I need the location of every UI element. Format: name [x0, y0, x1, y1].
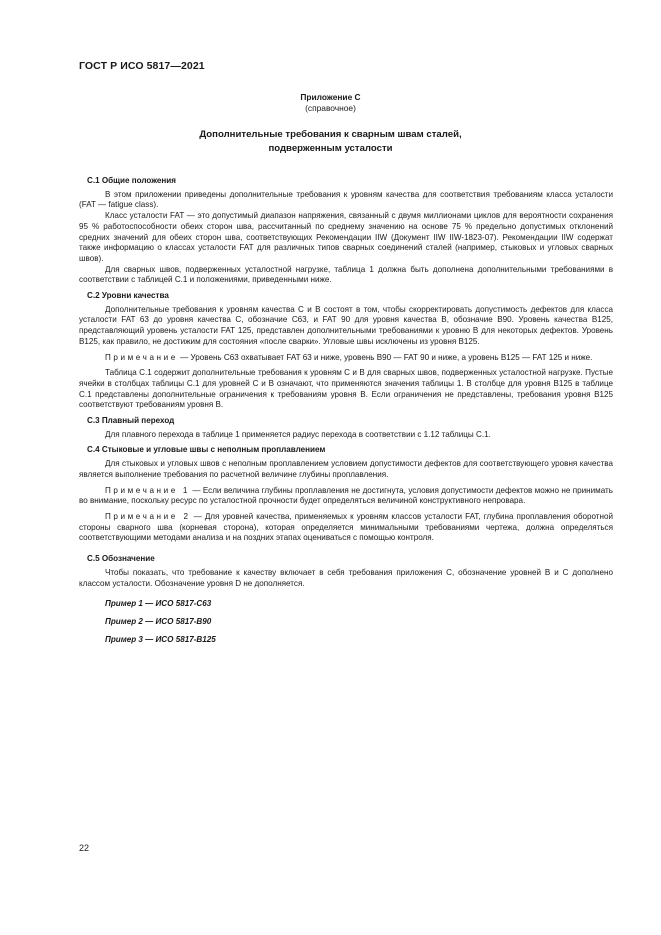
document-body — [79, 176, 613, 652]
section-c1-paragraph-3: Для сварных швов, подверженных усталостной нагрузке, таблица 1 должна быть дополнена дополнительными требованиями в соответствии с таблицей С.1 и положениями, приведенными ниже. — [79, 264, 613, 285]
section-c1-paragraph-2: Класс усталости FAT — это допустимый диапазон напряжения, связанный с двумя миллионами циклов для вероятности сохранения 95 % работоспособности обеих сторон шва, рассчитанный по среднему значению на основе 75 % предельно допустимых отклонений средних значений для обеих сторон шва, соответствующих Рекомендации IIW (Документ IIW IIW-1823-07). Рекомендации IIW содержат также информацию о классах усталости FAT для различных типов сварных соединений сталей (например, стыковых и угловых сварных швов). — [79, 211, 613, 263]
note-text: — Уровень С63 охватывает FAT 63 и ниже, уровень В90 — FAT 90 и ниже, а уровень В125 — FAT 125 и ниже. — [177, 352, 593, 362]
note-text: — Если величина глубины проплавления не достигнута, условия допустимости дефектов можно не принимать во внимание, поскольку ресурс по усталостной прочности будет определяться величиной конструктивного непровара. — [79, 485, 613, 506]
section-c1-paragraph-1: В этом приложении приведены дополнительные требования к уровням качества для соответствия требованиям класса усталости (FAT — fatigue class). — [79, 189, 613, 210]
annex-title: Приложение С — [300, 92, 361, 102]
section-c4-heading: С.4 Стыковые и угловые швы с неполным проплавлением — [87, 445, 326, 455]
note-label: Примечание 1 — [105, 485, 190, 495]
example-1: Пример 1 — ИСО 5817-С63 — [105, 599, 212, 609]
section-c4-note-1 — [79, 486, 613, 507]
section-c5-paragraph-1: Чтобы показать, что требование к качеству включает в себя требования приложения С, обозначение уровней В и С дополнено классом усталости. Обозначение уровня D не дополняется. — [79, 567, 613, 588]
section-c3-paragraph-1: Для плавного перехода в таблице 1 применяется радиус перехода в соответствии с 1.12 таблицы С.1. — [105, 429, 491, 439]
section-c4-paragraph-1: Для стыковых и угловых швов с неполным проплавлением условием допустимости дефектов для соответствующего уровня качества является выполнение требования по расчетной величине глубины проплавления. — [79, 459, 613, 479]
document-code-header: ГОСТ Р ИСО 5817—2021 — [79, 60, 205, 72]
page-number: 22 — [79, 843, 90, 853]
annex-heading — [0, 92, 661, 114]
annex-main-title — [0, 128, 661, 156]
section-c5-heading: С.5 Обозначение — [87, 554, 155, 564]
annex-subtitle: (справочное) — [305, 103, 356, 113]
section-c4-note-2 — [79, 512, 613, 544]
note-label: Примечание 2 — [105, 511, 191, 521]
section-c1-heading: С.1 Общие положения — [87, 176, 176, 185]
section-c2-note — [79, 353, 613, 364]
section-c2-paragraph-1: Дополнительные требования к уровням качества С и В состоят в том, чтобы скорректировать допустимость дефектов для класса усталости FAT 63 до уровня качества С, обозначие С63, и FAT 90 для уровня качества В, обозначие В90. Уровень качества В125, представляющий уровень усталости FAT 125, представлен дополнительными требованиями к уровню В для некоторых дефектов. Уровень В125, как правило, не достижим для состояния «после сварки». Угловые швы исключены из уровня В125. — [79, 304, 613, 346]
annex-main-title-line2: подверженным усталости — [268, 143, 393, 154]
note-label: Примечание — [105, 352, 178, 362]
annex-main-title-line1: Дополнительные требования к сварным швам сталей, — [199, 129, 462, 140]
note-text: — Для уровней качества, применяемых к уровням классов усталости FAT, глубина проплавления оборотной стороны сварного шва (корневая сторона), которая определяется минимальными требованиями чертежа, должна определяться соответствующими методами анализа и на поздних этапах оцениваться с помощью контроля. — [79, 511, 613, 543]
section-c2-heading: С.2 Уровни качества — [87, 291, 169, 301]
section-c2-paragraph-2: Таблица С.1 содержит дополнительные требования к уровням С и В для сварных швов, подверженных усталостной нагрузке. Пустые ячейки в столбцах таблицы С.1 для уровней С и В означают, что применяются значения таблицы 1. В столбце для уровня В125 в таблице С.1 представлены дополнительные ограничения к требованиям уровня В. Если ограничения не представлены, требования уровня В125 соответствуют требованиям уровня В. — [79, 368, 613, 410]
example-3: Пример 3 — ИСО 5817-В125 — [105, 634, 216, 644]
example-2: Пример 2 — ИСО 5817-В90 — [105, 616, 212, 626]
section-c3-heading: С.3 Плавный переход — [87, 416, 175, 426]
